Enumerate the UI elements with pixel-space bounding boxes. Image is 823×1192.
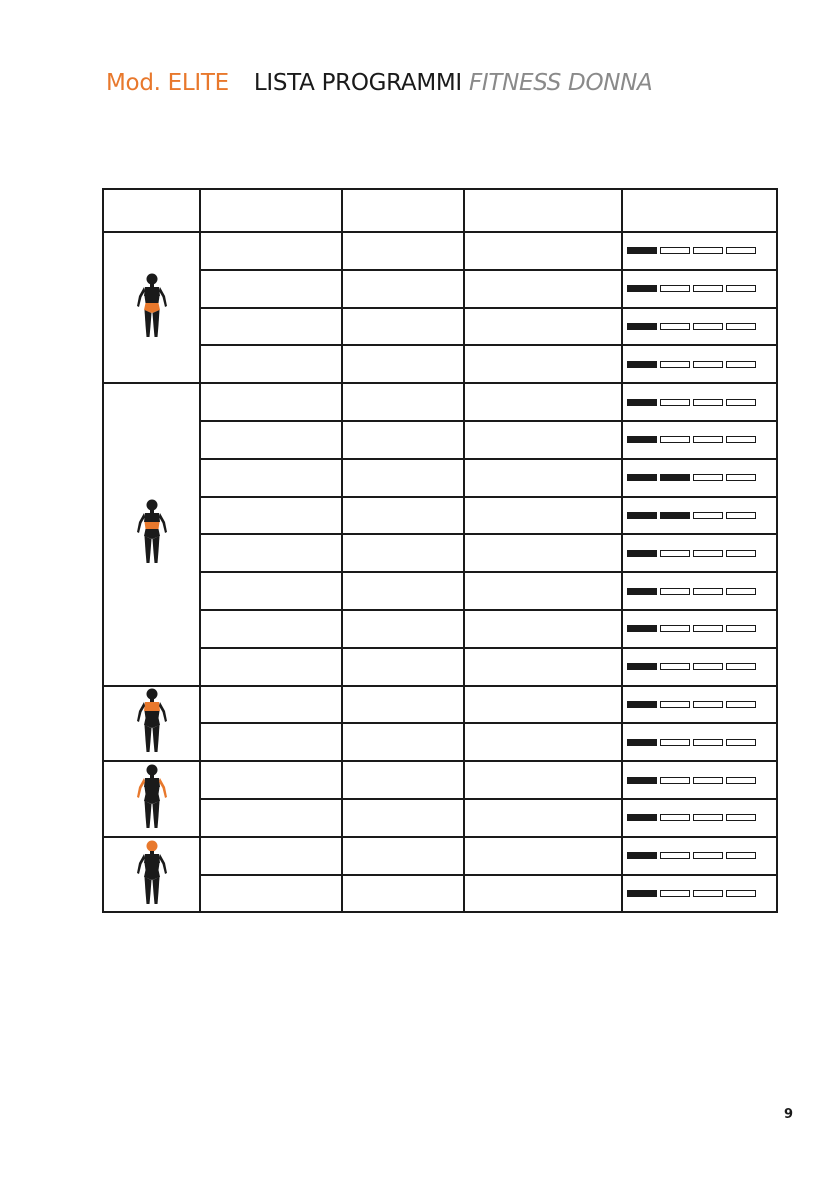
level-bar [660, 399, 690, 406]
level-bar [693, 777, 723, 784]
level-bar [627, 247, 657, 254]
program-cell [464, 723, 622, 761]
table-row [103, 383, 777, 421]
program-cell [464, 421, 622, 459]
program-cell [200, 610, 342, 648]
program-cell [342, 572, 464, 610]
difficulty-level [627, 247, 776, 254]
difficulty-level [627, 285, 776, 292]
program-cell [200, 232, 342, 270]
level-bar [726, 399, 756, 406]
table-row [103, 723, 777, 761]
body-area-cell [103, 383, 200, 685]
level-bar [726, 512, 756, 519]
female-body-hips-highlight-icon [129, 272, 175, 340]
level-bar [627, 588, 657, 595]
difficulty-level [627, 852, 776, 859]
program-cell [342, 308, 464, 346]
level-bar [726, 550, 756, 557]
level-cell [622, 610, 777, 648]
difficulty-level [627, 890, 776, 897]
level-bar [660, 361, 690, 368]
program-cell [464, 270, 622, 308]
difficulty-level [627, 512, 776, 519]
level-bar [726, 814, 756, 821]
difficulty-level [627, 588, 776, 595]
level-bar [660, 436, 690, 443]
level-bar [693, 512, 723, 519]
level-bar [627, 739, 657, 746]
difficulty-level [627, 739, 776, 746]
table-row [103, 761, 777, 799]
level-bar [660, 777, 690, 784]
level-cell [622, 308, 777, 346]
page-title [106, 70, 653, 96]
program-cell [464, 534, 622, 572]
program-cell [342, 610, 464, 648]
column-header [464, 189, 622, 232]
table-row [103, 459, 777, 497]
program-cell [200, 421, 342, 459]
program-cell [200, 799, 342, 837]
difficulty-level [627, 777, 776, 784]
program-cell [342, 534, 464, 572]
program-cell [342, 799, 464, 837]
body-area-cell [103, 686, 200, 762]
body-area-cell [103, 837, 200, 913]
program-cell [464, 761, 622, 799]
program-cell [464, 610, 622, 648]
program-cell [464, 345, 622, 383]
level-bar [726, 436, 756, 443]
level-bar [660, 814, 690, 821]
level-bar [726, 701, 756, 708]
level-cell [622, 459, 777, 497]
level-bar [660, 663, 690, 670]
level-bar [627, 890, 657, 897]
table-row [103, 686, 777, 724]
level-cell [622, 648, 777, 686]
level-bar [627, 323, 657, 330]
level-bar [693, 550, 723, 557]
program-cell [200, 572, 342, 610]
level-cell [622, 837, 777, 875]
level-bar [627, 814, 657, 821]
female-body-arms-highlight-icon [129, 763, 175, 831]
program-cell [342, 459, 464, 497]
model-name: Mod. ELITE [106, 70, 229, 96]
table-row [103, 648, 777, 686]
level-bar [693, 625, 723, 632]
table-row [103, 345, 777, 383]
level-bar [726, 361, 756, 368]
table-row [103, 497, 777, 535]
level-bar [693, 285, 723, 292]
difficulty-level [627, 323, 776, 330]
female-body-chest-highlight-icon [129, 687, 175, 755]
table-row [103, 421, 777, 459]
level-bar [660, 739, 690, 746]
level-bar [660, 323, 690, 330]
program-cell [342, 686, 464, 724]
difficulty-level [627, 625, 776, 632]
program-cell [200, 761, 342, 799]
column-header [622, 189, 777, 232]
programs-table [102, 188, 778, 913]
program-cell [200, 723, 342, 761]
level-cell [622, 875, 777, 913]
list-subtitle: FITNESS DONNA [468, 70, 653, 96]
program-cell [200, 686, 342, 724]
level-bar [660, 625, 690, 632]
level-bar [693, 361, 723, 368]
page-number: 9 [783, 1107, 793, 1122]
column-header [103, 189, 200, 232]
difficulty-level [627, 399, 776, 406]
level-bar [693, 474, 723, 481]
program-cell [342, 232, 464, 270]
column-header [342, 189, 464, 232]
level-bar [726, 588, 756, 595]
level-bar [726, 890, 756, 897]
program-cell [342, 648, 464, 686]
program-cell [342, 270, 464, 308]
difficulty-level [627, 550, 776, 557]
difficulty-level [627, 814, 776, 821]
level-bar [693, 890, 723, 897]
level-bar [660, 550, 690, 557]
level-cell [622, 799, 777, 837]
difficulty-level [627, 663, 776, 670]
level-bar [693, 588, 723, 595]
table-row [103, 837, 777, 875]
program-cell [464, 308, 622, 346]
level-bar [693, 323, 723, 330]
level-bar [660, 285, 690, 292]
level-bar [660, 247, 690, 254]
table-row [103, 308, 777, 346]
program-cell [342, 875, 464, 913]
level-bar [693, 701, 723, 708]
program-cell [342, 421, 464, 459]
program-cell [464, 686, 622, 724]
level-bar [726, 663, 756, 670]
level-bar [660, 852, 690, 859]
program-cell [200, 308, 342, 346]
program-cell [342, 761, 464, 799]
program-cell [342, 837, 464, 875]
program-cell [342, 497, 464, 535]
program-cell [464, 497, 622, 535]
level-bar [627, 399, 657, 406]
table-row [103, 232, 777, 270]
program-cell [464, 648, 622, 686]
level-bar [660, 512, 690, 519]
program-cell [464, 799, 622, 837]
level-cell [622, 270, 777, 308]
level-bar [627, 663, 657, 670]
table-row [103, 270, 777, 308]
table-row [103, 610, 777, 648]
level-bar [627, 512, 657, 519]
level-bar [627, 285, 657, 292]
level-cell [622, 723, 777, 761]
program-cell [200, 459, 342, 497]
level-cell [622, 383, 777, 421]
level-bar [693, 436, 723, 443]
level-bar [660, 890, 690, 897]
program-cell [342, 723, 464, 761]
level-bar [726, 852, 756, 859]
program-cell [464, 572, 622, 610]
program-cell [200, 270, 342, 308]
difficulty-level [627, 436, 776, 443]
difficulty-level [627, 361, 776, 368]
female-body-head-highlight-icon [129, 839, 175, 907]
level-bar [693, 663, 723, 670]
difficulty-level [627, 701, 776, 708]
program-cell [342, 345, 464, 383]
level-cell [622, 345, 777, 383]
program-cell [200, 345, 342, 383]
table-row [103, 799, 777, 837]
program-cell [200, 383, 342, 421]
table-header-row [103, 189, 777, 232]
level-bar [627, 777, 657, 784]
difficulty-level [627, 474, 776, 481]
level-bar [726, 739, 756, 746]
level-cell [622, 497, 777, 535]
level-cell [622, 232, 777, 270]
program-cell [464, 383, 622, 421]
level-cell [622, 686, 777, 724]
table-row [103, 875, 777, 913]
level-bar [726, 285, 756, 292]
level-bar [627, 436, 657, 443]
level-bar [660, 588, 690, 595]
level-bar [627, 852, 657, 859]
level-cell [622, 421, 777, 459]
list-title: LISTA PROGRAMMI [253, 70, 462, 96]
level-bar [693, 814, 723, 821]
program-cell [464, 232, 622, 270]
level-cell [622, 572, 777, 610]
table-row [103, 534, 777, 572]
level-bar [726, 323, 756, 330]
level-bar [627, 361, 657, 368]
female-body-abdomen-highlight-icon [129, 498, 175, 566]
level-bar [726, 247, 756, 254]
body-area-cell [103, 232, 200, 383]
level-bar [660, 701, 690, 708]
level-bar [726, 777, 756, 784]
level-bar [726, 474, 756, 481]
column-header [200, 189, 342, 232]
level-bar [693, 852, 723, 859]
program-cell [200, 497, 342, 535]
level-bar [693, 247, 723, 254]
level-cell [622, 761, 777, 799]
body-area-cell [103, 761, 200, 837]
program-cell [200, 837, 342, 875]
level-cell [622, 534, 777, 572]
level-bar [693, 399, 723, 406]
program-cell [200, 875, 342, 913]
program-cell [464, 459, 622, 497]
level-bar [627, 701, 657, 708]
level-bar [726, 625, 756, 632]
level-bar [660, 474, 690, 481]
level-bar [627, 625, 657, 632]
program-cell [464, 875, 622, 913]
program-cell [342, 383, 464, 421]
level-bar [693, 739, 723, 746]
level-bar [627, 550, 657, 557]
program-cell [464, 837, 622, 875]
table-row [103, 572, 777, 610]
program-cell [200, 648, 342, 686]
level-bar [627, 474, 657, 481]
program-cell [200, 534, 342, 572]
